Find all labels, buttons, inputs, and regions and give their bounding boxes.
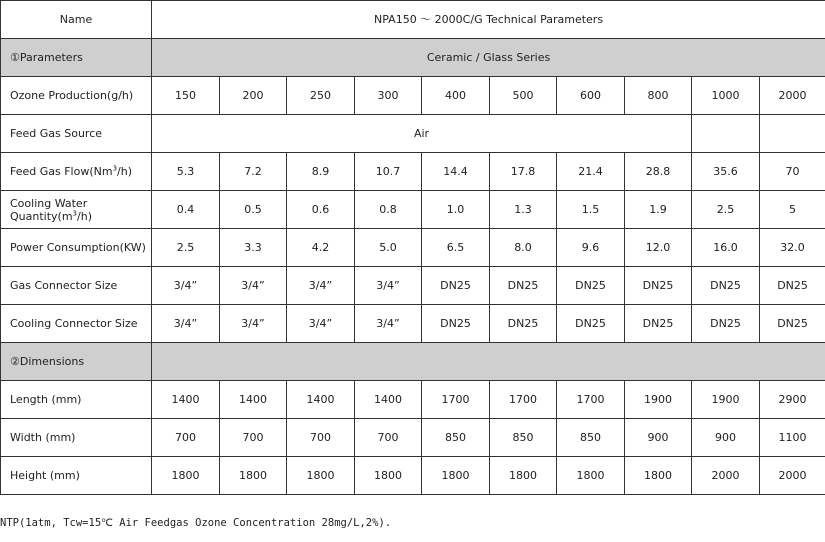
row-label: Ozone Production(g/h) [1,77,152,115]
table-cell: DN25 [692,267,760,305]
table-cell: 700 [355,419,422,457]
table-cell: 17.8 [490,153,557,191]
table-cell: 1800 [355,457,422,495]
row-label: Feed Gas Source [1,115,152,153]
table-cell: 2.5 [692,191,760,229]
table-cell: 5.0 [355,229,422,267]
table-cell: 1700 [557,381,625,419]
table-cell: 8.9 [287,153,355,191]
table-cell: 800 [625,77,692,115]
row-label: Gas Connector Size [1,267,152,305]
table-cell-empty [760,115,825,153]
table-cell: DN25 [760,267,825,305]
table-cell: DN25 [422,305,490,343]
table-cell: 70 [760,153,825,191]
table-cell: DN25 [692,305,760,343]
table-cell: 1800 [422,457,490,495]
feed-gas-flow-row [1,153,825,191]
table-cell: 1800 [625,457,692,495]
table-cell: DN25 [490,305,557,343]
cooling-water-row [1,191,825,229]
table-cell-empty [692,115,760,153]
table-cell: 14.4 [422,153,490,191]
table-cell: 250 [287,77,355,115]
feed-gas-source-value: Air [152,115,692,153]
table-cell: DN25 [422,267,490,305]
row-label: Width (mm) [1,419,152,457]
table-cell: 0.6 [287,191,355,229]
table-cell: 850 [422,419,490,457]
series-label: Ceramic / Glass Series [152,39,825,77]
table-cell: 28.8 [625,153,692,191]
row-label: Cooling Connector Size [1,305,152,343]
table-cell: 400 [422,77,490,115]
footnote: NTP(1atm, Tcw=15℃ Air Feedgas Ozone Concentration 28mg/L,2%). [0,517,392,529]
section-fill [152,343,825,381]
table-cell: 1700 [422,381,490,419]
table-cell: 1800 [220,457,287,495]
table-cell: 4.2 [287,229,355,267]
row-label: Height (mm) [1,457,152,495]
table-cell: 1.5 [557,191,625,229]
table-cell: 1400 [287,381,355,419]
table-cell: 1400 [220,381,287,419]
table-cell: 3/4” [152,305,220,343]
dimensions-section-label: ②Dimensions [1,343,152,381]
table-cell: 5.3 [152,153,220,191]
table-cell: 16.0 [692,229,760,267]
table-cell: 700 [220,419,287,457]
table-cell: 900 [692,419,760,457]
table-cell: 700 [287,419,355,457]
table-title: NPA150 ～ 2000C/G Technical Parameters [152,1,825,39]
table-cell: 2000 [760,77,825,115]
table-cell: 3/4” [287,267,355,305]
table-cell: 3/4” [355,305,422,343]
table-cell: 3/4” [152,267,220,305]
table-cell: 600 [557,77,625,115]
table-cell: 2900 [760,381,825,419]
header-row [1,1,825,39]
table-cell: 1900 [692,381,760,419]
table-cell: 6.5 [422,229,490,267]
table-cell: 1400 [152,381,220,419]
table-cell: 900 [625,419,692,457]
height-row [1,457,825,495]
row-label: Feed Gas Flow(Nm$^3$/h) [1,153,152,191]
row-label: Power Consumption(KW) [1,229,152,267]
table-cell: 300 [355,77,422,115]
table-cell: 1900 [625,381,692,419]
table-cell: 1800 [152,457,220,495]
table-cell: 150 [152,77,220,115]
length-row [1,381,825,419]
table-cell: 1800 [557,457,625,495]
table-cell: 200 [220,77,287,115]
table-cell: 500 [490,77,557,115]
parameters-section-label: ①Parameters [1,39,152,77]
table-cell: 1800 [287,457,355,495]
table-cell: 10.7 [355,153,422,191]
table-cell: 850 [490,419,557,457]
table-cell: 1400 [355,381,422,419]
table-cell: 1000 [692,77,760,115]
table-cell: DN25 [557,305,625,343]
cooling-connector-row [1,305,825,343]
row-label: Length (mm) [1,381,152,419]
dimensions-section-row [1,343,825,381]
table-cell: 9.6 [557,229,625,267]
table-cell: 850 [557,419,625,457]
table-cell: 5 [760,191,825,229]
table-cell: DN25 [490,267,557,305]
table-cell: 1.9 [625,191,692,229]
table-cell: 2000 [760,457,825,495]
power-consumption-row [1,229,825,267]
table-cell: 0.4 [152,191,220,229]
table-cell: 1.0 [422,191,490,229]
table-cell: 1700 [490,381,557,419]
table-cell: 32.0 [760,229,825,267]
table-cell: 1800 [490,457,557,495]
table-cell: 700 [152,419,220,457]
table-cell: 3/4” [220,267,287,305]
table-cell: 2000 [692,457,760,495]
name-header: Name [1,1,152,39]
table-cell: 35.6 [692,153,760,191]
table-cell: 3/4” [220,305,287,343]
table-cell: DN25 [625,305,692,343]
table-cell: 1.3 [490,191,557,229]
table-cell: DN25 [557,267,625,305]
table-cell: DN25 [625,267,692,305]
table-cell: 3/4” [287,305,355,343]
table-cell: 0.8 [355,191,422,229]
table-cell: 3/4” [355,267,422,305]
table-cell: DN25 [760,305,825,343]
table-cell: 1100 [760,419,825,457]
width-row [1,419,825,457]
table-cell: 7.2 [220,153,287,191]
table-cell: 8.0 [490,229,557,267]
ozone-production-row [1,77,825,115]
table-cell: 2.5 [152,229,220,267]
table-cell: 12.0 [625,229,692,267]
gas-connector-row [1,267,825,305]
feed-gas-source-row [1,115,825,153]
row-label: Cooling Water $Quantity(m^3/h)$ [1,191,152,229]
table-cell: 3.3 [220,229,287,267]
parameters-section-row [1,39,825,77]
table-cell: 0.5 [220,191,287,229]
table-cell: 21.4 [557,153,625,191]
